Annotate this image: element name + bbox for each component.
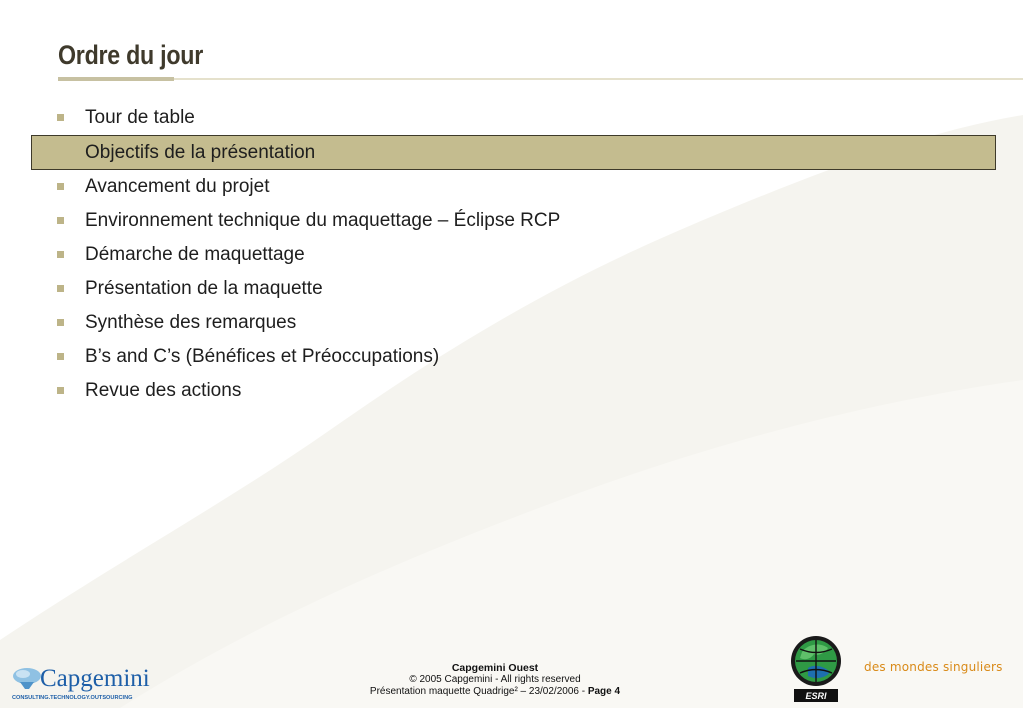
agenda-item-label: Revue des actions [85,380,242,401]
square-bullet-icon [57,387,64,394]
square-bullet-icon [57,114,64,121]
agenda-item-label: Environnement technique du maquettage – Éclipse RCP [85,210,561,231]
svg-text:Capgemini: Capgemini [40,665,150,692]
agenda-item [0,238,1023,272]
title-underline [58,78,1023,80]
svg-text:CONSULTING.TECHNOLOGY.OUTSOURC: CONSULTING.TECHNOLOGY.OUTSOURCING [12,695,133,701]
esri-globe-icon [791,636,841,686]
slogan: des mondes singuliers [864,660,1003,674]
agenda-list [0,101,1023,408]
agenda-item-label: Présentation de la maquette [85,278,323,299]
title-underline-accent [58,77,174,81]
agenda-item-label: Objectifs de la présentation [85,142,316,163]
footer-presentation-line [330,686,660,698]
agenda-item [0,374,1023,408]
square-bullet-icon [57,353,64,360]
footer-copyright: © 2005 Capgemini - All rights reserved [409,674,581,685]
agenda-item [0,204,1023,238]
agenda-item [0,306,1023,340]
esri-logo [788,634,844,704]
footer-presentation: Présentation maquette Quadrige² – 23/02/2006 - [369,686,588,697]
capgemini-logo [10,662,162,702]
agenda-item-label: B’s and C’s (Bénéfices et Préoccupations) [85,346,440,367]
slide-title: Ordre du jour [58,40,204,70]
square-bullet-icon [57,217,64,224]
agenda-item [0,170,1023,204]
square-bullet-icon [57,251,64,258]
svg-text:ESRI: ESRI [805,691,827,701]
page-number: Page 4 [587,686,621,697]
agenda-item-label: Avancement du projet [85,176,270,197]
square-bullet-icon [57,319,64,326]
square-bullet-icon [57,285,64,292]
agenda-item [0,272,1023,306]
footer-text [330,662,660,698]
agenda-item-label: Synthèse des remarques [85,312,297,333]
square-bullet-icon [57,183,64,190]
slide-footer [0,652,1023,708]
agenda-item-label: Tour de table [85,107,195,128]
agenda-item [0,101,1023,135]
agenda-item-label: Démarche de maquettage [85,244,305,265]
footer-company: Capgemini Ouest [451,662,539,674]
agenda-item-highlighted [31,135,996,170]
agenda-item [0,340,1023,374]
capgemini-spade-icon [13,668,41,689]
